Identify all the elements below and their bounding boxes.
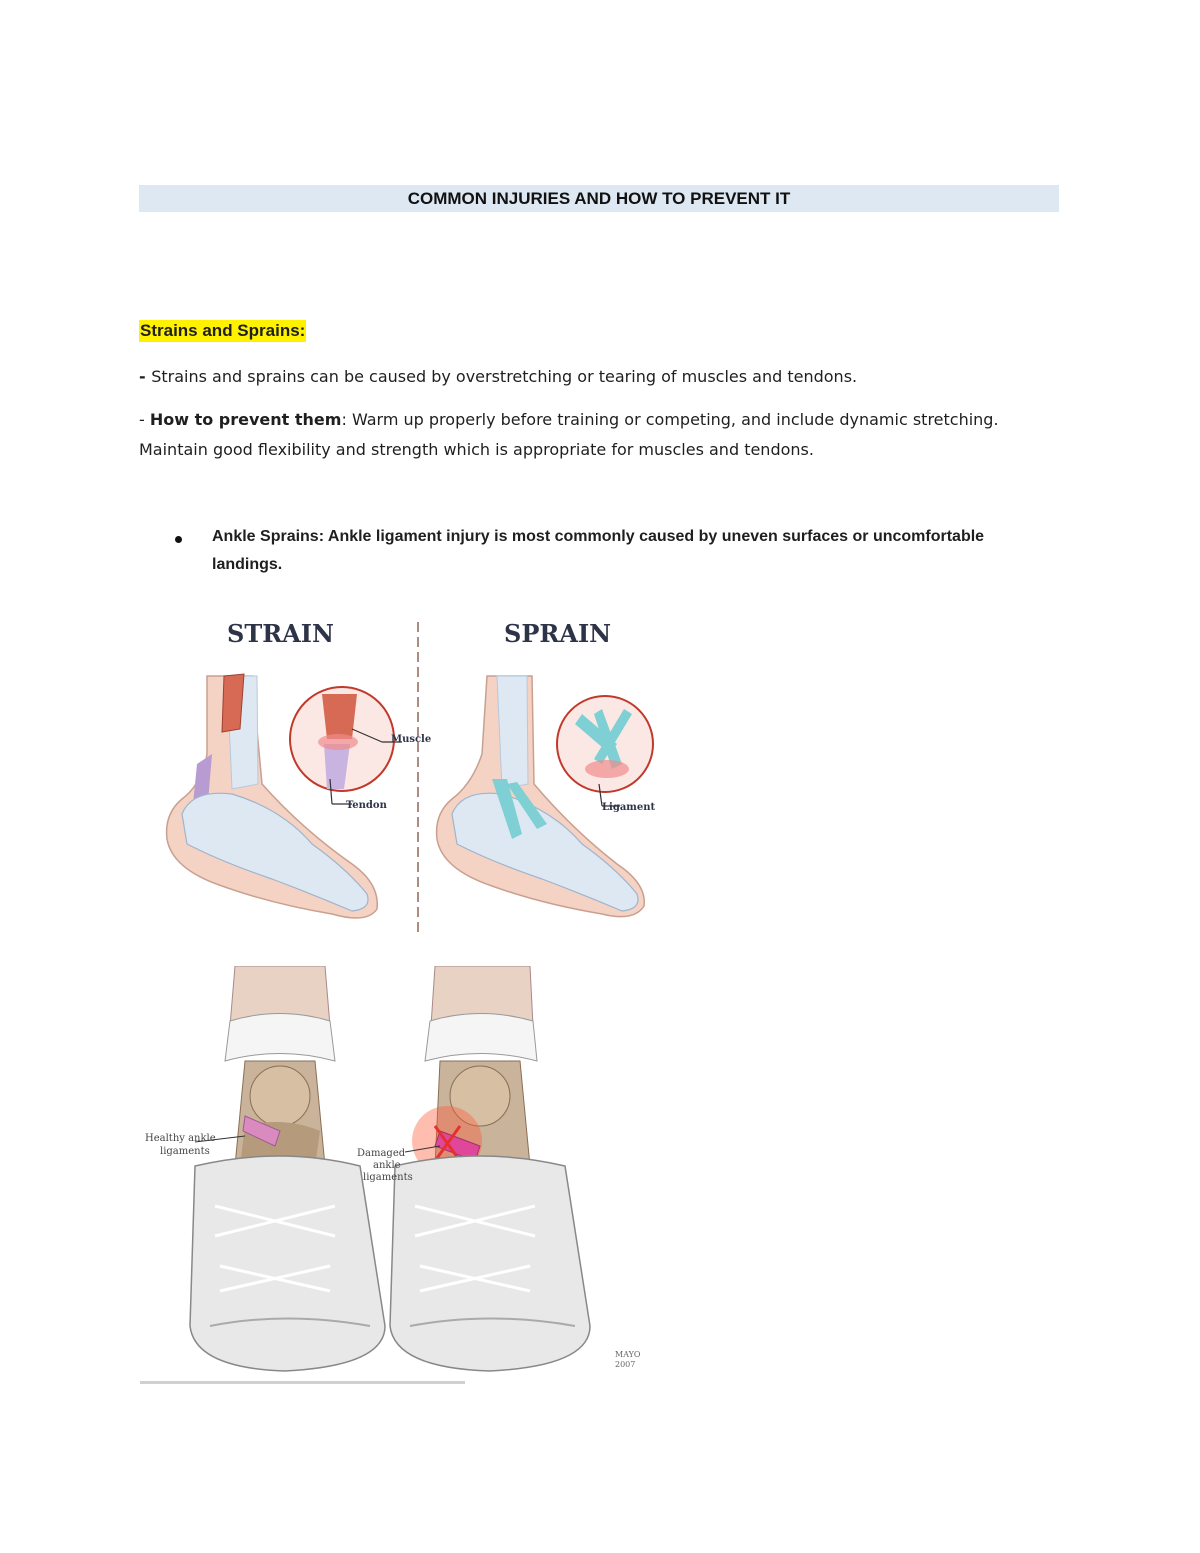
strain-title: STRAIN — [227, 619, 334, 648]
dash: - — [139, 410, 150, 429]
colon: : — [341, 410, 352, 429]
ankle-sprain-text: Ankle Sprains: Ankle ligament injury is most commonly caused by uneven surfaces or uncomfortable landings. — [212, 528, 985, 573]
healthy-label: ligaments — [160, 1146, 210, 1157]
prevention-text: Warm up properly before training or competing, and include dynamic stretching. Maintain good flexibility and strength which is appropriate for muscles and tendons. — [139, 410, 999, 459]
ankle-ligaments-illustration — [135, 966, 655, 1391]
ligament-label: Ligament — [602, 802, 656, 813]
dash: - — [139, 367, 152, 386]
damaged-ankle-drawing — [390, 966, 590, 1371]
strains-description — [139, 362, 1039, 392]
prevention-lead: How to prevent them — [149, 410, 342, 429]
list-item — [170, 523, 990, 579]
damaged-label: ligaments — [363, 1172, 413, 1183]
copyright-line — [140, 1381, 465, 1384]
muscle-label: Muscle — [391, 734, 432, 745]
illustrator-signature: 2007 — [615, 1360, 636, 1369]
healthy-label: Healthy ankle — [145, 1133, 216, 1144]
tendon-label: Tendon — [346, 800, 387, 811]
damaged-label: Damaged — [357, 1148, 406, 1159]
section-heading: Strains and Sprains: — [140, 321, 306, 340]
damaged-label: ankle — [373, 1160, 401, 1171]
sprain-foot-drawing — [437, 676, 653, 917]
strain-foot-drawing — [167, 674, 402, 918]
strain-sprain-illustration — [162, 614, 662, 932]
healthy-ankle-drawing — [190, 966, 385, 1371]
bullet-icon — [175, 536, 182, 543]
strains-text: Strains and sprains can be caused by overstretching or tearing of muscles and tendons. — [151, 367, 858, 386]
page-title: COMMON INJURIES AND HOW TO PREVENT IT — [139, 185, 1059, 212]
prevention-paragraph — [139, 405, 1039, 465]
illustrator-signature: MAYO — [615, 1350, 641, 1359]
sprain-title: SPRAIN — [504, 619, 612, 648]
